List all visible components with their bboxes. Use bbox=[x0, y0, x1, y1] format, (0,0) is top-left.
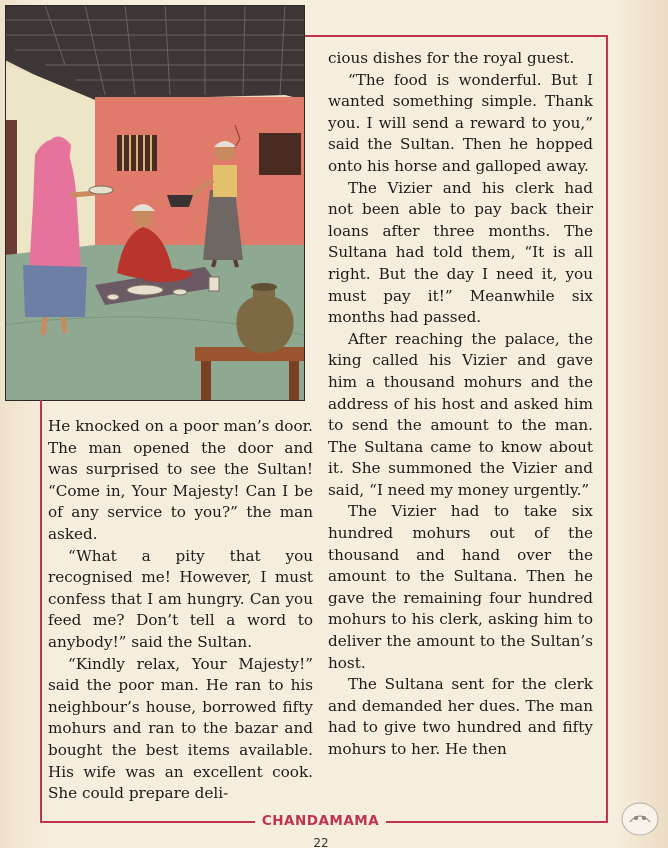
paragraph: The Sultana sent for the clerk and demanded her dues. The man had to give two hundred and fifty mohurs to her. He then bbox=[328, 675, 593, 758]
paragraph: The Vizier and his clerk had not been able to pay back their loans after three months. The Sultana had told them, “It is all right. But the day I need it, you must pay it!” Meanwhile six months had passed. bbox=[328, 178, 593, 327]
text-column-right bbox=[328, 48, 593, 761]
paragraph: “Kindly relax, Your Majesty!” said the poor man. He ran to his neighbour’s house, borrowed fifty mohurs and ran to the bazar and bought the best items available. His wife was an excellent cook. She could prepare deli- bbox=[48, 654, 313, 803]
paragraph: The Vizier had to take six hundred mohurs out of the thousand and hand over the amount to the Sultana. Then he gave the remaining four hundred mohurs to his clerk, asking him to deliver the amount to the Sultan’s host. bbox=[328, 502, 593, 672]
magazine-title-footer: CHANDAMAMA bbox=[261, 813, 380, 829]
frame-right-border bbox=[606, 35, 608, 823]
frame-left-border bbox=[40, 400, 42, 823]
paragraph: “The food is wonderful. But I wanted something simple. Thank you. I will send a reward to you,” said the Sultan. Then he hopped onto his horse and galloped away. bbox=[328, 70, 593, 175]
stamp-logo-icon bbox=[620, 800, 660, 838]
page-number: 22 bbox=[313, 836, 329, 848]
paragraph: cious dishes for the royal guest. bbox=[328, 49, 575, 67]
frame-bottom-border-right bbox=[386, 821, 608, 823]
text-column-left bbox=[48, 416, 313, 805]
paragraph: After reaching the palace, the king called his Vizier and gave him a thousand mohurs and the address of his host and asked him to send the amount to the man. The Sultana came to know about it. She summoned the Vizier and said, “I need my money urgently.” bbox=[328, 329, 593, 499]
frame-bottom-border-left bbox=[40, 821, 255, 823]
story-illustration bbox=[5, 5, 305, 401]
paragraph: “What a pity that you recognised me! However, I must confess that I am hungry. Can you feed me? Don’t tell a word to anybody!” said the Sultan. bbox=[48, 546, 313, 651]
paragraph: He knocked on a poor man’s door. The man opened the door and was surprised to see the Sultan! “Come in, Your Majesty! Can I be of any service to you?” the man asked. bbox=[48, 417, 313, 543]
frame-top-border bbox=[305, 35, 608, 37]
